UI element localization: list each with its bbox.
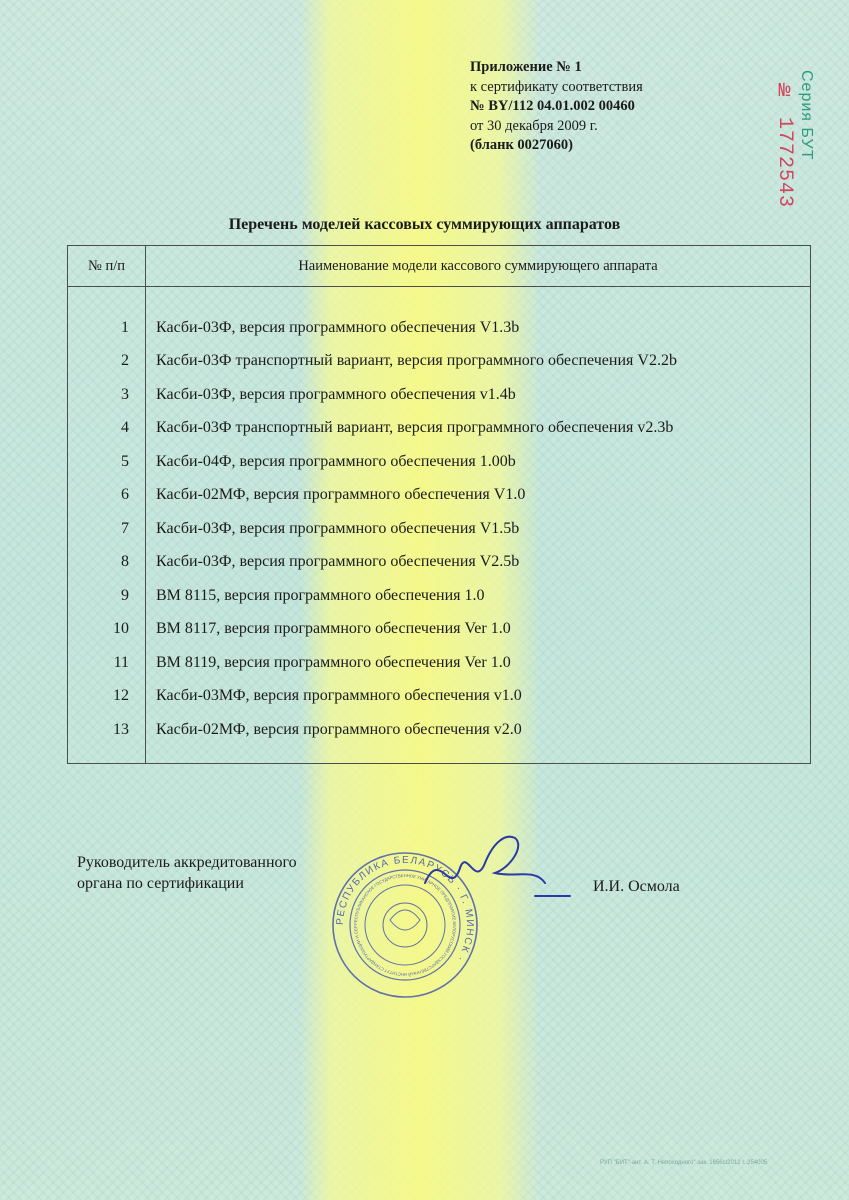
row-number: 2 — [68, 345, 146, 379]
row-number: 11 — [68, 646, 146, 680]
row-number: 13 — [68, 713, 146, 747]
signatory-role-line1: Руководитель аккредитованного — [77, 854, 297, 871]
model-name: ВМ 8119, версия программного обеспечения Ver 1.0 — [146, 646, 811, 680]
list-title: Перечень моделей кассовых суммирующих аппаратов — [228, 216, 621, 233]
row-number: 12 — [68, 680, 146, 714]
model-name: Касби-03Ф, версия программного обеспечения v1.4b — [146, 378, 811, 412]
model-name: ВМ 8117, версия программного обеспечения Ver 1.0 — [146, 613, 811, 647]
row-number: 3 — [68, 378, 146, 412]
row-number: 4 — [68, 412, 146, 446]
signatory-role — [77, 852, 297, 894]
blank-number: (бланк 0027060) — [470, 137, 574, 153]
stamp-outer-text: РЕСПУБЛИКА БЕЛАРУСЬ · Г. МИНСК · — [334, 854, 476, 965]
column-header-name: Наименование модели кассового суммирующего аппарата — [146, 246, 811, 287]
model-name: Касби-04Ф, версия программного обеспечения 1.00b — [146, 445, 811, 479]
table-row — [68, 479, 811, 513]
handwritten-signature — [415, 828, 575, 908]
table-row — [68, 311, 811, 345]
serial-number: № 1772543 — [773, 80, 796, 209]
appendix-subtitle: к сертификату соответствия — [470, 78, 643, 95]
table-spacer-row — [68, 287, 811, 312]
row-number: 8 — [68, 546, 146, 580]
appendix-title: Приложение № 1 — [470, 59, 582, 75]
table-body — [68, 287, 811, 764]
model-name: Касби-03Ф транспортный вариант, версия программного обеспечения V2.2b — [146, 345, 811, 379]
table-row — [68, 345, 811, 379]
model-name: Касби-02МФ, версия программного обеспечения V1.0 — [146, 479, 811, 513]
signatory-name: И.И. Осмола — [593, 878, 680, 895]
printer-footer: РУП "БИТ"-ант. А. Т. Непоходного" зак. 1656с/2012 г. 254005 — [600, 1160, 768, 1166]
model-name: Касби-03МФ, версия программного обеспечения v1.0 — [146, 680, 811, 714]
row-number: 7 — [68, 512, 146, 546]
table-row — [68, 512, 811, 546]
model-name: Касби-03Ф транспортный вариант, версия программного обеспечения v2.3b — [146, 412, 811, 446]
signatory-role-line2: органа по сертификации — [77, 875, 244, 892]
table-row — [68, 579, 811, 613]
stamp-inner-text: РЕСПУБЛИКАНСКОЕ ГОСУДАРСТВЕННОЕ УНИТАРНОЕ ПРЕДПРИЯТИЕ БЕЛОРУССКИЙ ГОСУДАРСТВЕННЫЙ ИНСТИТУТ СТАНДАРТИЗАЦИИ И СЕР — [352, 872, 458, 978]
table-row — [68, 613, 811, 647]
appendix-header — [470, 58, 643, 156]
model-name: Касби-03Ф, версия программного обеспечения V2.5b — [146, 546, 811, 580]
table-header-row — [68, 246, 811, 287]
row-number: 10 — [68, 613, 146, 647]
model-name: ВМ 8115, версия программного обеспечения 1.0 — [146, 579, 811, 613]
models-table — [67, 245, 811, 764]
series-label: Серия БУТ — [798, 70, 815, 161]
table-row — [68, 412, 811, 446]
certificate-date: от 30 декабря 2009 г. — [470, 117, 598, 134]
row-number: 6 — [68, 479, 146, 513]
table-row — [68, 680, 811, 714]
model-name: Касби-03Ф, версия программного обеспечения V1.5b — [146, 512, 811, 546]
model-name: Касби-03Ф, версия программного обеспечения V1.3b — [146, 311, 811, 345]
column-header-number: № п/п — [68, 246, 146, 287]
row-number: 9 — [68, 579, 146, 613]
table-row — [68, 713, 811, 747]
table-row — [68, 646, 811, 680]
table-row — [68, 378, 811, 412]
table-row — [68, 445, 811, 479]
row-number: 1 — [68, 311, 146, 345]
certificate-number: № BY/112 04.01.002 00460 — [470, 98, 635, 114]
row-number: 5 — [68, 445, 146, 479]
table-row — [68, 546, 811, 580]
model-name: Касби-02МФ, версия программного обеспечения v2.0 — [146, 713, 811, 747]
serial-number-block — [773, 70, 823, 220]
table-tail-row — [68, 747, 811, 764]
